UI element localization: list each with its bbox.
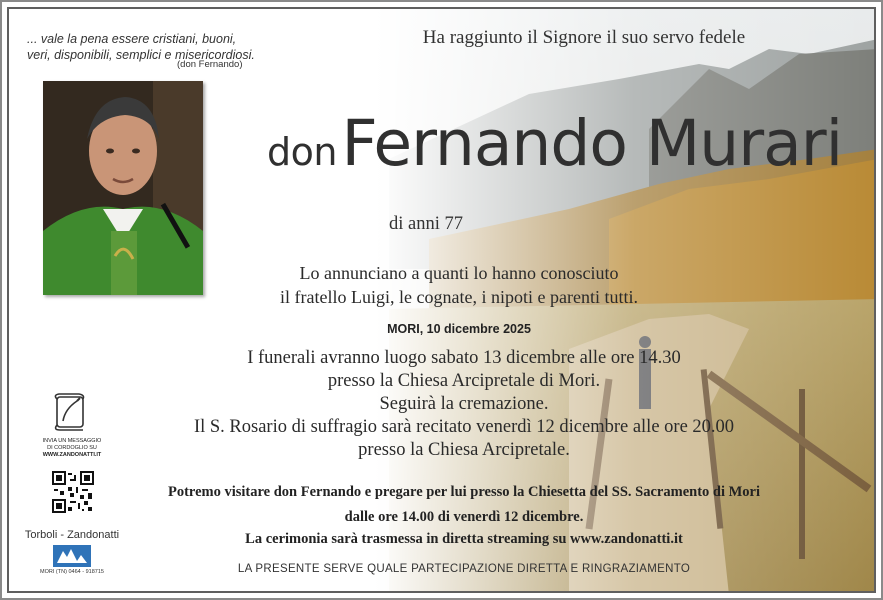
announcement: [259, 261, 659, 309]
portrait-photo: [43, 81, 203, 295]
place-date: MORI, 10 dicembre 2025: [387, 322, 531, 336]
condolence-site[interactable]: WWW.ZANDONATTI.IT: [42, 452, 102, 458]
funeral-line: I funerali avranno luogo sabato 13 dicembre alle ore 14.30: [247, 348, 681, 368]
streaming-note: La cerimonia sarà trasmessa in diretta streaming su www.zandonatti.it: [245, 531, 683, 547]
funeral-line: presso la Chiesa Arcipretale.: [358, 440, 570, 460]
scroll-quill-icon[interactable]: [49, 389, 93, 433]
header-line: Ha raggiunto il Signore il suo servo fedele: [422, 27, 746, 48]
condolence-line: DI CORDOGLIO SU: [47, 445, 97, 451]
footer-note: LA PRESENTE SERVE QUALE PARTECIPAZIONE DIRETTA E RINGRAZIAMENTO: [237, 563, 691, 575]
announcement-line: il fratello Luigi, le cognate, i nipoti e parenti tutti.: [280, 287, 638, 307]
condolence-caption: [31, 438, 113, 452]
announcement-line: Lo annunciano a quanti lo hanno conosciuto: [299, 263, 619, 283]
agency-name: Torboli - Zandonatti: [24, 529, 120, 541]
deceased-name: [267, 107, 842, 180]
qr-code[interactable]: [52, 471, 94, 513]
name-prefix: don: [267, 130, 337, 174]
name-full: Fernando Murari: [341, 107, 843, 180]
quote-author: (don Fernando): [177, 59, 243, 70]
funeral-line: Seguirà la cremazione.: [379, 394, 549, 414]
visit-line: dalle ore 14.00 di venerdì 12 dicembre.: [344, 509, 584, 525]
quote-line: ... vale la pena essere cristiani, buoni,: [27, 32, 237, 46]
funeral-line: presso la Chiesa Arcipretale di Mori.: [327, 371, 601, 391]
visit-line: Potremo visitare don Fernando e pregare per lui presso la Chiesetta del SS. Sacramento di Mori: [167, 484, 761, 500]
visit-info: [149, 480, 779, 530]
funeral-details: [149, 347, 779, 462]
quote-line: veri, disponibili, semplici e misericordiosi.: [27, 48, 255, 62]
age: di anni 77: [389, 214, 463, 234]
agency-contact: MORI (TN) 0464 - 918715: [40, 569, 104, 575]
notice-card: [7, 7, 876, 593]
agency-logo-icon: [53, 545, 91, 567]
funeral-line: Il S. Rosario di suffragio sarà recitato venerdì 12 dicembre alle ore 20.00: [193, 417, 735, 437]
condolence-line: INVIA UN MESSAGGIO: [42, 438, 102, 444]
